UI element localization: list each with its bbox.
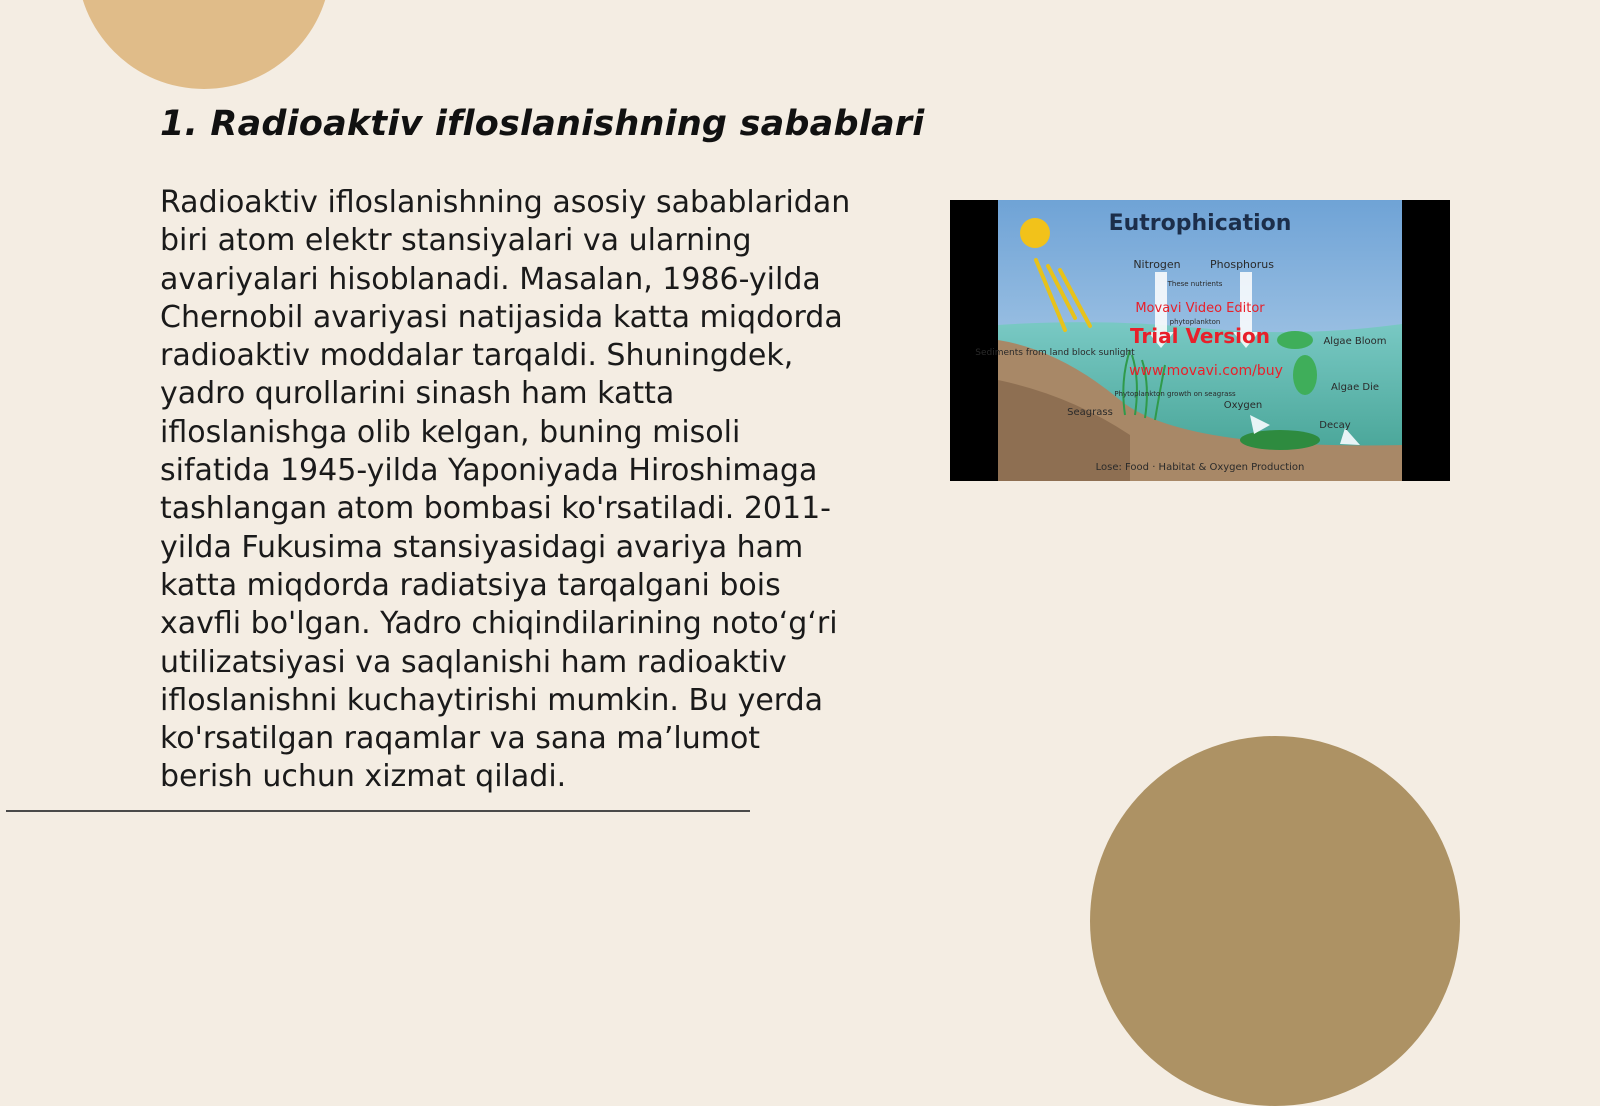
sun-icon	[1020, 218, 1050, 248]
slide-title: 1. Radioaktiv ifloslanishning sabablari	[160, 104, 925, 144]
label-seagrass: Seagrass	[1067, 407, 1113, 418]
label-sediments: Sediments from land block sunlight	[975, 348, 1135, 358]
label-oxygen: Oxygen	[1223, 400, 1263, 411]
watermark-editor: Movavi Video Editor	[1135, 301, 1265, 316]
divider-line	[6, 810, 750, 812]
watermark-buy: www.movavi.com/buy	[1129, 363, 1283, 379]
watermark-trial: Trial Version	[1129, 324, 1271, 348]
label-nutrients: These nutrients	[1167, 280, 1223, 288]
label-phosphorus: Phosphorus	[1210, 258, 1274, 271]
trial-watermark	[1129, 301, 1283, 379]
label-algae-bloom: Algae Bloom	[1323, 336, 1387, 347]
slide-body-text: Radioaktiv ifloslanishning asosiy sabablaridan biri atom elektr stansiyalari va ularning avariyalari hisoblanadi. Masalan, 1986-yilda Chernobil avariyasi natijasida katta miqdorda radioaktiv moddalar tarqaldi. Shuningdek, yadro qurollarini sinash ham katta ifloslanishga olib kelgan, buning misoli sifatida 1945-yilda Yaponiyada Hiroshimaga tashlangan atom bombasi ko'rsatiladi. 2011-yilda Fukusima stansiyasidagi avariya ham katta miqdorda radiatsiya tarqalgani bois xavfli bo'lgan. Yadro chiqindilarining noto‘g‘ri utilizatsiyasi va saqlanishi ham radioaktiv ifloslanishni kuchaytirishi mumkin. Bu yerda ko'rsatilgan raqamlar va sana ma’lumot berish uchun xizmat qiladi.	[160, 185, 851, 795]
label-algae-die: Algae Die	[1330, 382, 1380, 393]
decorative-circle-top	[77, 0, 331, 89]
eutrophication-image	[950, 200, 1450, 481]
diagram-title: Eutrophication	[1108, 211, 1292, 236]
eutrophication-diagram	[950, 200, 1450, 481]
label-decay: Decay	[1319, 420, 1351, 431]
label-nitrogen: Nitrogen	[1133, 258, 1181, 271]
label-phytoplankton-growth: Phytoplankton growth on seagrass	[1114, 390, 1236, 398]
decorative-circle-bottom	[1090, 736, 1460, 1106]
label-phytoplankton: phytoplankton	[1169, 318, 1221, 326]
label-footer: Lose: Food · Habitat & Oxygen Production	[1095, 462, 1305, 473]
